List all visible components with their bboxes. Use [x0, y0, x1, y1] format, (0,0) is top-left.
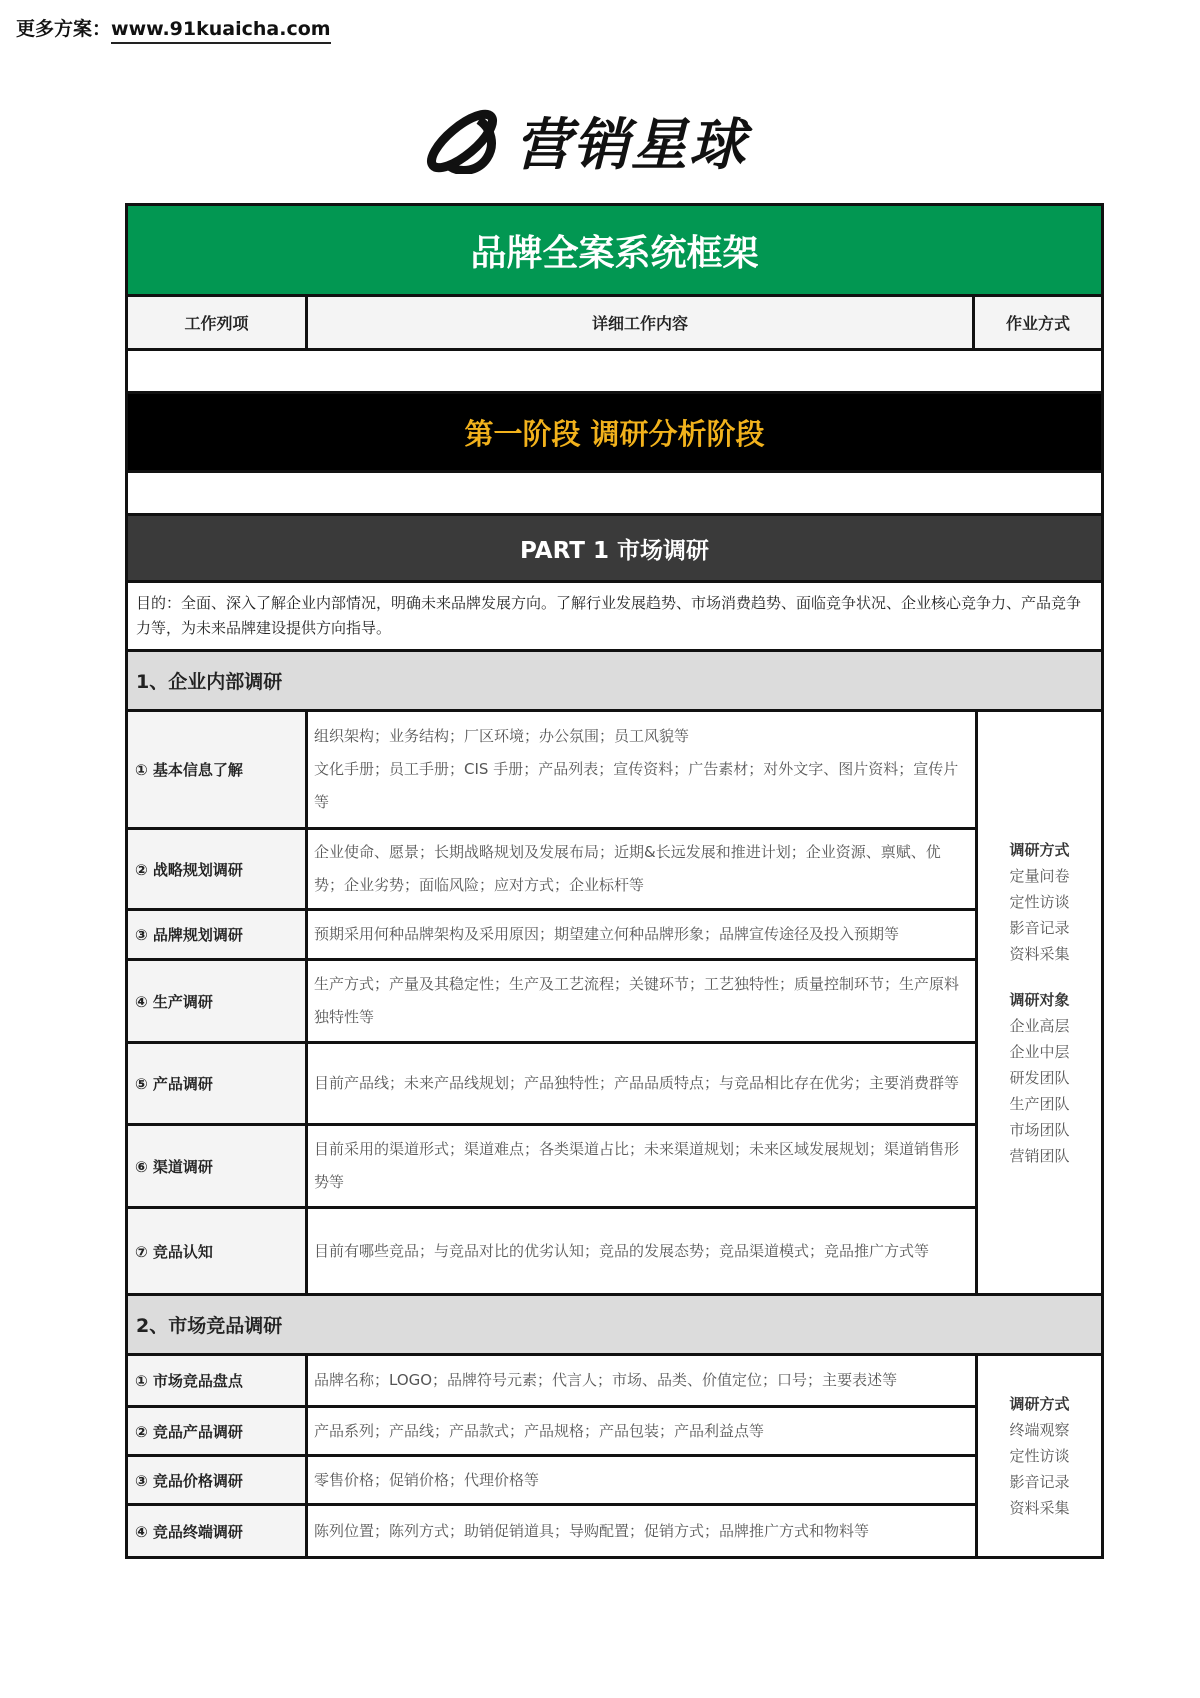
detail-line: 目前产品线；未来产品线规划；产品独特性；产品品质特点；与竞品相比存在优劣；主要消费群等: [314, 1074, 960, 1092]
method-item: 企业中层: [1009, 1042, 1070, 1061]
section-title: 2、市场竞品调研: [128, 1296, 1101, 1356]
purpose-text: 目的：全面、深入了解企业内部情况，明确未来品牌发展方向。了解行业发展趋势、市场消费趋势、面临竞争状况、企业核心竞争力、产品竞争力等，为未来品牌建设提供方向指导。: [128, 583, 1101, 652]
method-item: 研发团队: [1009, 1068, 1070, 1087]
method-item: 定量问卷: [1009, 866, 1070, 885]
work-item: ① 基本信息了解: [128, 712, 308, 827]
table-row: [128, 1408, 975, 1457]
method-item: 企业高层: [1009, 1016, 1070, 1035]
stage-title: 第一阶段 调研分析阶段: [128, 394, 1101, 473]
detail-line: 零售价格；促销价格；代理价格等: [314, 1470, 540, 1489]
table-row: [128, 830, 975, 911]
table-row: [128, 1126, 975, 1209]
work-detail: [308, 1044, 975, 1123]
detail-line: 目前有哪些竞品；与竞品对比的优劣认知；竞品的发展态势；竞品渠道模式；竞品推广方式等: [314, 1241, 930, 1260]
method-column: [978, 712, 1101, 1293]
method-group-title: 调研方式: [1009, 1395, 1070, 1413]
method-item: 定性访谈: [1009, 892, 1070, 911]
work-detail: [308, 1408, 975, 1454]
work-item: ③ 品牌规划调研: [128, 911, 308, 958]
work-item: ⑦ 竞品认知: [128, 1209, 308, 1293]
detail-line: 预期采用何种品牌架构及采用原因；期望建立何种品牌形象；品牌宣传途径及投入预期等: [314, 925, 900, 943]
method-column: [978, 1356, 1101, 1556]
detail-line: 生产方式；产量及其稳定性；生产及工艺流程；关键环节；工艺独特性；质量控制环节；生产原料独特性等: [314, 975, 960, 1026]
table-title: 品牌全案系统框架: [128, 206, 1101, 297]
header-method: 作业方式: [1005, 314, 1070, 333]
spacer-row: [128, 473, 1101, 516]
table-row: [128, 1209, 975, 1293]
more-plans-label: 更多方案：: [16, 18, 112, 40]
method-item: 营销团队: [1009, 1146, 1070, 1165]
detail-line: 组织架构；业务结构；厂区环境；办公氛围；员工风貌等: [314, 727, 690, 745]
method-item: 定性访谈: [1009, 1447, 1070, 1465]
work-detail: [308, 1209, 975, 1293]
method-item: 市场团队: [1009, 1120, 1070, 1139]
work-detail: [308, 1457, 975, 1503]
work-item: ⑤ 产品调研: [128, 1044, 308, 1123]
more-plans-link-area: [16, 14, 331, 41]
table-row: [128, 1457, 975, 1506]
detail-line: 企业使命、愿景；长期战略规划及发展布局；近期&长远发展和推进计划；企业资源、禀赋、优势；企业劣势；面临风险；应对方式；企业标杆等: [314, 843, 941, 894]
table-row: [128, 1044, 975, 1126]
work-detail: [308, 1356, 975, 1405]
method-item: 影音记录: [1009, 918, 1070, 937]
section-body: [128, 712, 1101, 1296]
table-row: [128, 911, 975, 961]
work-detail: [308, 712, 975, 827]
method-item: 生产团队: [1009, 1094, 1070, 1113]
detail-line: 产品系列；产品线；产品款式；产品规格；产品包装；产品利益点等: [314, 1421, 765, 1440]
spacer-row: [128, 351, 1101, 394]
detail-line: 文化手册；员工手册；CIS 手册；产品列表；宣传资料；广告素材；对外文字、图片资料；宣传片等: [314, 760, 959, 811]
work-item: ③ 竞品价格调研: [128, 1457, 308, 1503]
planet-logo-icon: [419, 108, 505, 174]
work-detail: [308, 1506, 975, 1556]
work-item: ④ 竞品终端调研: [128, 1506, 308, 1556]
method-group-title: 调研对象: [1009, 990, 1070, 1009]
detail-line: 陈列位置；陈列方式；助销促销道具；导购配置；促销方式；品牌推广方式和物料等: [314, 1521, 870, 1540]
method-item: 资料采集: [1009, 1499, 1070, 1517]
work-detail: [308, 961, 975, 1041]
method-group-title: 调研方式: [1009, 840, 1070, 859]
method-item: 资料采集: [1009, 944, 1070, 963]
detail-line: 目前采用的渠道形式；渠道难点；各类渠道占比；未来渠道规划；未来区域发展规划；渠道销售形势等: [314, 1140, 960, 1191]
framework-table: [125, 203, 1104, 1559]
section-body: [128, 1356, 1101, 1556]
brand-logo: [419, 106, 747, 176]
work-item: ④ 生产调研: [128, 961, 308, 1041]
header-row: [128, 297, 1101, 351]
work-detail: [308, 1126, 975, 1206]
section-title: 1、企业内部调研: [128, 652, 1101, 712]
work-item: ② 竞品产品调研: [128, 1408, 308, 1454]
table-row: [128, 1356, 975, 1408]
work-item: ⑥ 渠道调研: [128, 1126, 308, 1206]
table-row: [128, 1506, 975, 1556]
detail-line: 品牌名称；LOGO；品牌符号元素；代言人；市场、品类、价值定位；口号；主要表述等: [314, 1371, 898, 1389]
logo-text: 营销星球: [515, 113, 747, 178]
method-item: 终端观察: [1009, 1421, 1070, 1439]
header-detail: 详细工作内容: [308, 297, 975, 348]
method-item: 影音记录: [1009, 1473, 1070, 1491]
work-item: ① 市场竞品盘点: [128, 1356, 308, 1405]
section-rows: [128, 712, 978, 1293]
part-title: PART 1 市场调研: [128, 516, 1101, 583]
section-rows: [128, 1356, 978, 1556]
work-detail: [308, 830, 975, 908]
table-row: [128, 961, 975, 1044]
table-row: [128, 712, 975, 830]
work-detail: [308, 911, 975, 958]
header-item: 工作列项: [128, 297, 308, 348]
site-link[interactable]: www.91kuaicha.com: [111, 18, 331, 44]
work-item: ② 战略规划调研: [128, 830, 308, 908]
